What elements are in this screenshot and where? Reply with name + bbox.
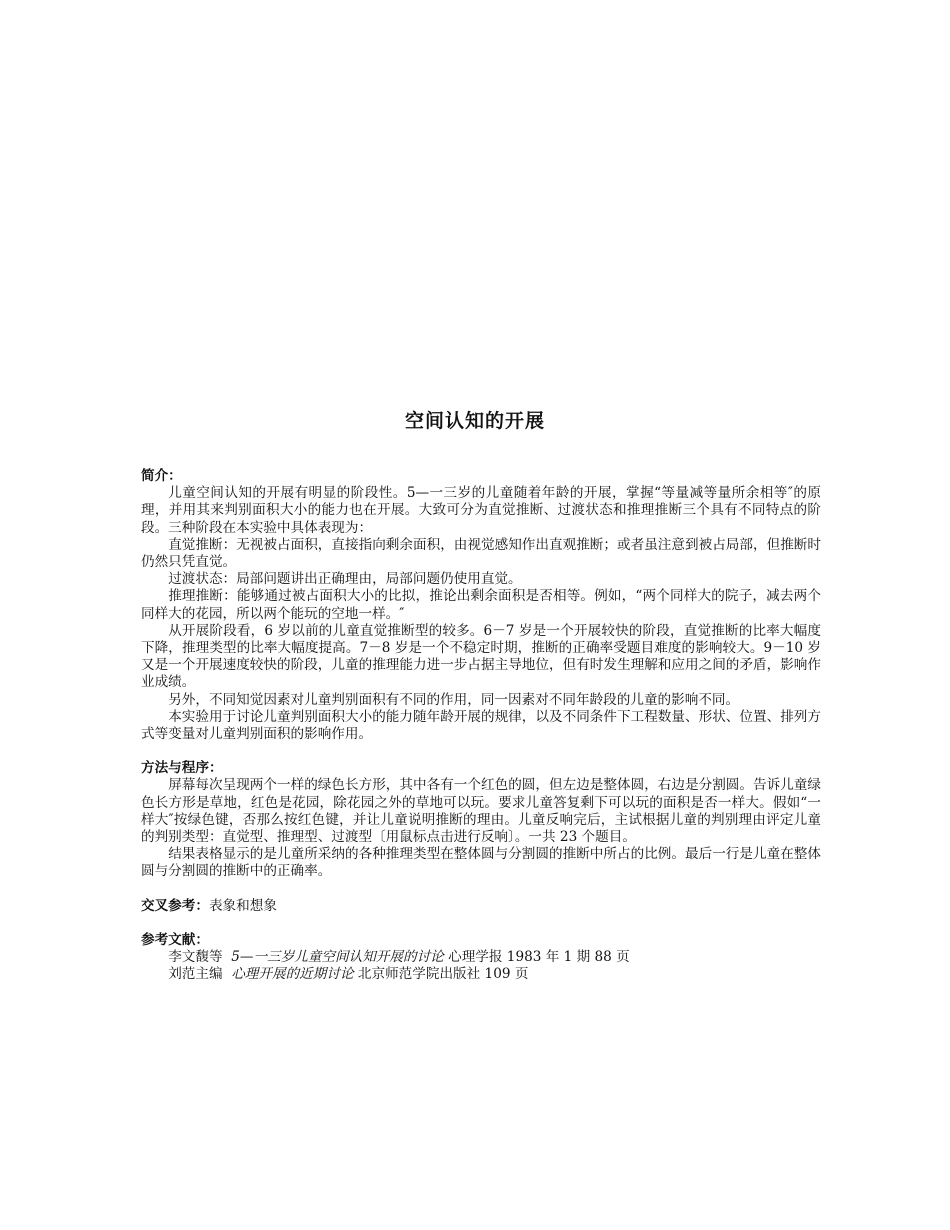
intro-paragraph: 推理推断：能够通过被占面积大小的比拟，推论出剩余面积是否相等。例如，“两个同样大的院子，减去两个同样大的花园，所以两个能玩的空地一样。″ <box>141 588 821 622</box>
document-title: 空间认知的开展 <box>404 410 545 432</box>
reference-title: 5—一三岁儿童空间认知开展的讨论 <box>231 949 444 966</box>
method-paragraph: 结果表格显示的是儿童所采纳的各种推理类型在整体圆与分割圆的推断中所占的比例。最后一行是儿童在整体圆与分割圆的推断中的正确率。 <box>141 846 821 880</box>
intro-paragraph: 本实验用于讨论儿童判别面积大小的能力随年龄开展的规律，以及不同条件下工程数量、形状、位置、排列方式等变量对儿童判别面积的影响作用。 <box>141 708 821 743</box>
reference-source: 北京师范学院出版社 109 页 <box>357 966 529 983</box>
intro-paragraph: 过渡状态：局部问题讲出正确理由，局部问题仍使用直觉。 <box>168 571 522 588</box>
reference-title: 心理开展的近期讨论 <box>231 966 354 983</box>
reference-author: 李文馥等 <box>168 949 223 966</box>
intro-paragraph: 儿童空间认知的开展有明显的阶段性。5—一三岁的儿童随着年龄的开展，掌握“等量减等量所余相等″的原理，并用其来判别面积大小的能力也在开展。大致可分为直觉推断、过渡状态和推理推断三个具有不同特点的阶段。三种阶段在本实验中具体表现为： <box>141 485 821 536</box>
method-section <box>141 760 821 880</box>
crossref-value: 表象和想象 <box>208 897 277 914</box>
reference-source: 心理学报 1983 年 1 期 88 页 <box>448 949 630 966</box>
reference-author: 刘范主编 <box>168 966 223 983</box>
section-spacer <box>141 881 821 898</box>
section-spacer <box>141 915 821 932</box>
document-body <box>141 468 821 983</box>
crossref-line <box>141 898 821 915</box>
intro-paragraph: 另外，不同知觉因素对儿童判别面积有不同的作用，同一因素对不同年龄段的儿童的影响不同。 <box>168 691 740 708</box>
intro-heading: 简介： <box>141 468 182 484</box>
reference-item <box>141 949 821 966</box>
section-spacer <box>141 743 821 760</box>
intro-section <box>141 468 821 743</box>
references-heading: 参考文献： <box>141 931 209 948</box>
intro-paragraph: 从开展阶段看，6 岁以前的儿童直觉推断型的较多。6－7 岁是一个开展较快的阶段，直觉推断的比率大幅度下降，推理类型的比率大幅度提高。7－8 岁是一个不稳定时期，推断的正确率受题目难度的影响较大。9－10 岁又是一个开展速度较快的阶段，儿童的推理能力进一步占据主导地位，但有时发生理解和应用之间的矛盾，影响作业成绩。 <box>141 622 821 691</box>
crossref-label: 交叉参考： <box>141 897 209 914</box>
reference-item <box>141 966 821 983</box>
method-heading: 方法与程序： <box>141 760 223 777</box>
crossref-section <box>141 898 821 915</box>
method-paragraph: 屏幕每次呈现两个一样的绿色长方形，其中各有一个红色的圆，但左边是整体圆，右边是分割圆。告诉儿童绿色长方形是草地，红色是花园，除花园之外的草地可以玩。要求儿童答复剩下可以玩的面积是否一样大。假如“一样大″按绿色键，否那么按红色键，并让儿童说明推断的理由。儿童反响完后，主试根据儿童的判别理由评定儿童的判别类型：直觉型、推理型、过渡型〔用鼠标点击进行反响〕。一共 23 个题目。 <box>141 777 821 846</box>
references-section <box>141 932 821 984</box>
intro-paragraph: 直觉推断：无视被占面积，直接指向剩余面积，由视觉感知作出直观推断；或者虽注意到被占局部，但推断时仍然只凭直觉。 <box>141 536 821 571</box>
